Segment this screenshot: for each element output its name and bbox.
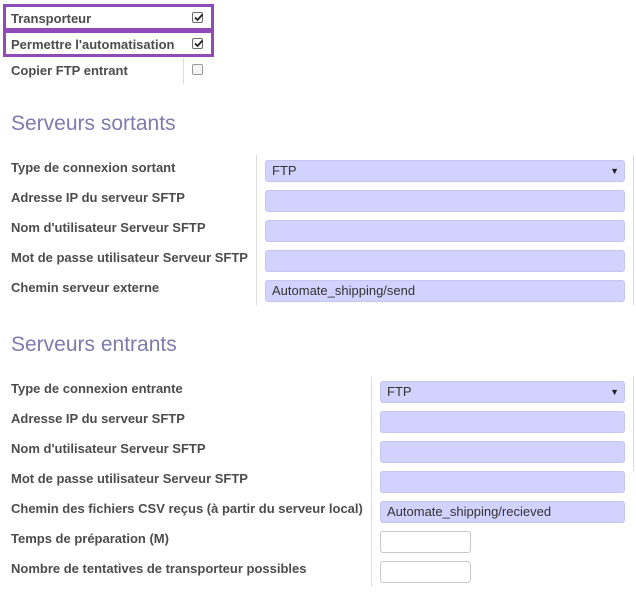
incoming-user-label: Nom d'utilisateur Serveur SFTP: [11, 441, 206, 456]
outgoing-ip-input[interactable]: [265, 190, 625, 212]
incoming-ip-input[interactable]: [380, 411, 625, 433]
incoming-ip-label: Adresse IP du serveur SFTP: [11, 411, 185, 426]
incoming-tries-input[interactable]: [380, 561, 471, 583]
divider: [633, 155, 634, 305]
outgoing-ip-label: Adresse IP du serveur SFTP: [11, 190, 185, 205]
divider: [371, 376, 372, 586]
outgoing-user-input[interactable]: [265, 220, 625, 242]
copier-ftp-checkbox[interactable]: [192, 64, 203, 75]
dropdown-arrow-icon: ▼: [610, 387, 619, 397]
automatisation-checkbox[interactable]: [192, 38, 203, 49]
outgoing-pass-label: Mot de passe utilisateur Serveur SFTP: [11, 250, 248, 265]
checkmark-icon: [193, 12, 204, 23]
outgoing-type-value: FTP: [272, 163, 297, 178]
divider: [183, 58, 184, 84]
incoming-tries-label: Nombre de tentatives de transporteur possibles: [11, 561, 307, 576]
incoming-type-value: FTP: [387, 384, 412, 399]
outgoing-pass-input[interactable]: [265, 250, 625, 272]
outgoing-path-input[interactable]: Automate_shipping/send: [265, 280, 625, 302]
incoming-csv-label: Chemin des fichiers CSV reçus (à partir du serveur local): [11, 501, 363, 516]
incoming-pass-input[interactable]: [380, 471, 625, 493]
copier-ftp-label: Copier FTP entrant: [11, 63, 128, 78]
checkmark-icon: [193, 38, 204, 49]
dropdown-arrow-icon: ▼: [610, 166, 619, 176]
outgoing-type-select[interactable]: [265, 160, 625, 182]
outgoing-user-label: Nom d'utilisateur Serveur SFTP: [11, 220, 206, 235]
incoming-pass-label: Mot de passe utilisateur Serveur SFTP: [11, 471, 248, 486]
incoming-prep-input[interactable]: [380, 531, 471, 553]
incoming-type-select[interactable]: [380, 381, 625, 403]
incoming-csv-input[interactable]: Automate_shipping/recieved: [380, 501, 625, 523]
outgoing-path-label: Chemin serveur externe: [11, 280, 160, 295]
incoming-user-input[interactable]: [380, 441, 625, 463]
automatisation-label: Permettre l'automatisation: [11, 37, 175, 52]
incoming-prep-label: Temps de préparation (M): [11, 531, 169, 546]
transporteur-checkbox[interactable]: [192, 12, 203, 23]
divider: [256, 155, 257, 305]
incoming-section-title: Serveurs entrants: [11, 333, 177, 356]
divider: [633, 376, 634, 471]
incoming-type-label: Type de connexion entrante: [11, 381, 183, 396]
outgoing-section-title: Serveurs sortants: [11, 112, 176, 135]
outgoing-type-label: Type de connexion sortant: [11, 160, 176, 175]
transporteur-label: Transporteur: [11, 11, 92, 26]
